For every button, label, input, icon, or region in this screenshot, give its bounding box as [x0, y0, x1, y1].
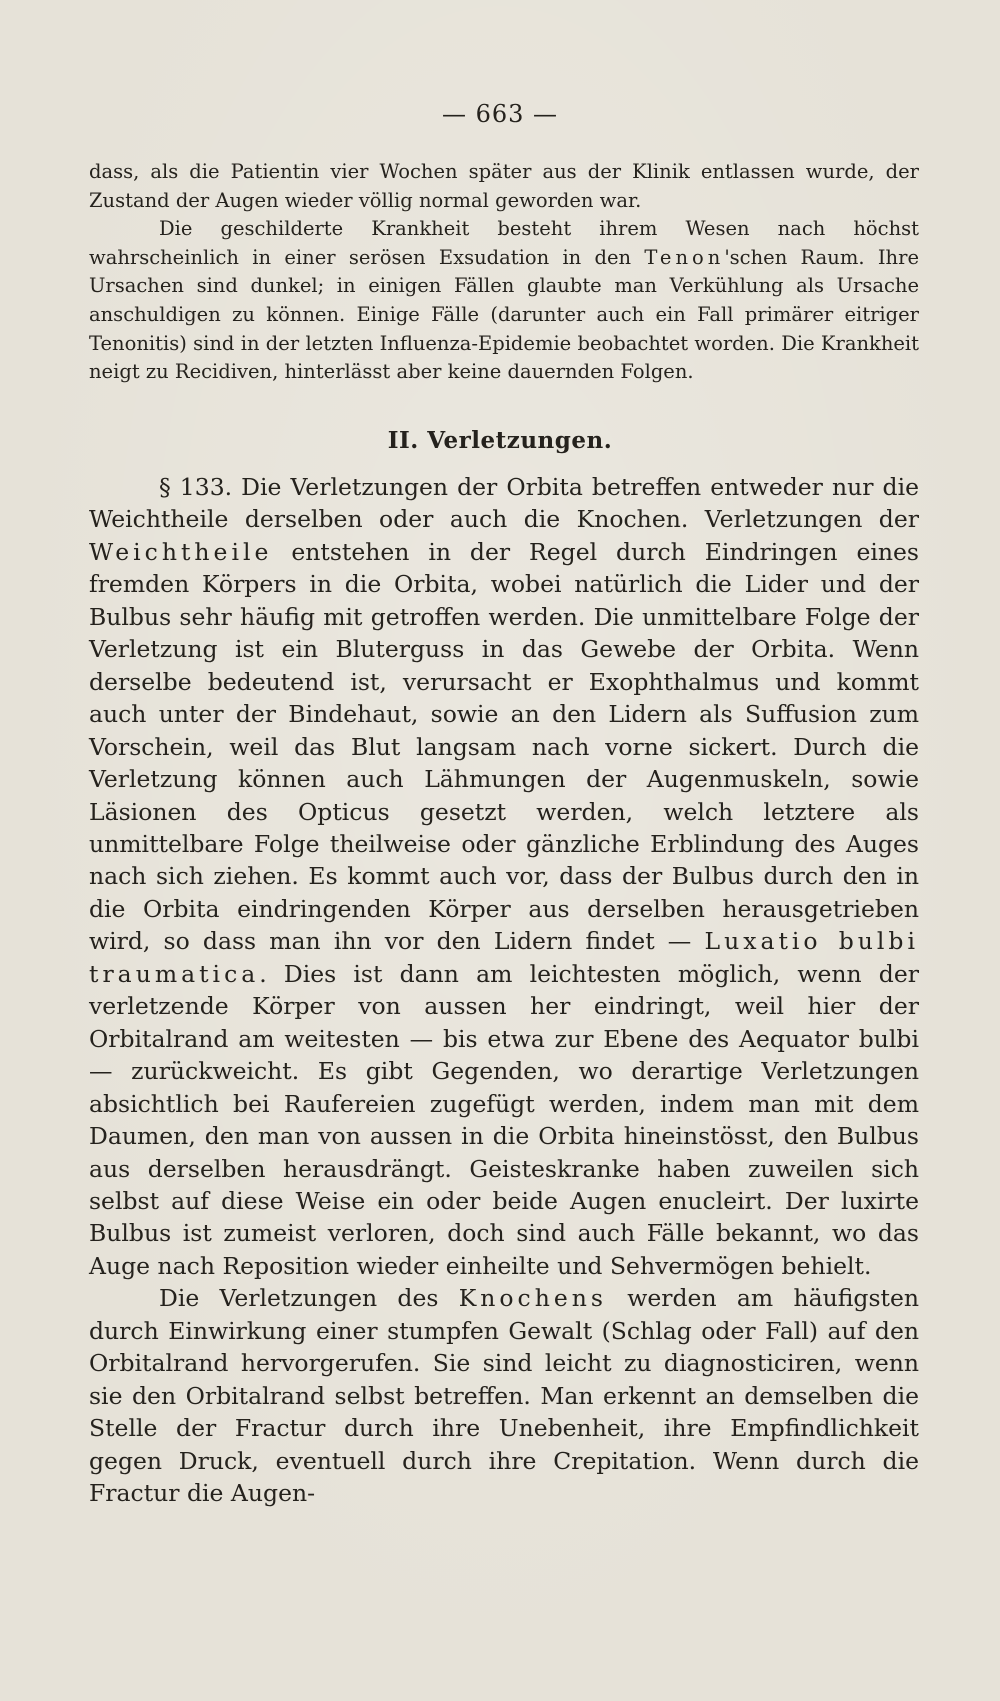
luxatio-term: Luxatio bulbi traumatica	[89, 927, 919, 988]
intro-paragraph-2-part-a: Die geschilderte Krankheit besteht ihrem Wesen nach höchst wahrscheinlich in einer serösen Exsudation in den	[89, 217, 919, 269]
intro-paragraph-2	[89, 215, 919, 387]
page-number: — 663 —	[441, 100, 559, 128]
paragraph-1-part-b: entstehen in der Regel durch Eindringen eines fremden Körpers in die Orbita, wobei natürlich die Lider und der Bulbus sehr häufig mit getroffen werden. Die unmittelbare Folge der Verletzung ist ein Bluterguss in das Gewebe der Orbita. Wenn derselbe bedeutend ist, verursacht er Exophthalmus und kommt auch unter der Bindehaut, sowie an den Lidern als Suffusion zum Vorschein, weil das Blut langsam nach vorne sickert. Durch die Verletzung können auch Lähmungen der Augenmuskeln, sowie Läsionen des Opticus gesetzt werden, welch letztere als unmittelbare Folge theilweise oder gänzliche Erblindung des Auges nach sich ziehen. Es kommt auch vor, dass der Bulbus durch den in die Orbita eindringenden Körper aus derselben herausgetrieben wird, so dass man ihn vor den Lidern findet —	[89, 537, 919, 956]
main-text-block	[89, 471, 919, 1510]
knochens-term: Knochens	[458, 1284, 607, 1313]
paragraph-1-part-c: . Dies ist dann am leichtesten möglich, wenn der verletzende Körper von aussen her eindringt, weil hier der Orbitalrand am weitesten — bis etwa zur Ebene des Aequator bulbi — zurückweicht. Es gibt Gegenden, wo derartige Verletzungen absichtlich bei Raufereien zugefügt werden, indem man mit dem Daumen, den man von aussen in die Orbita hineinstösst, den Bulbus aus derselben herausdrängt. Geisteskranke haben zuweilen sich selbst auf diese Weise ein oder beide Augen enucleirt. Der luxirte Bulbus ist zumeist verloren, doch sind auch Fälle bekannt, wo das Auge nach Reposition wieder einheilte und Sehvermögen behielt.	[89, 959, 919, 1280]
section-133-paragraph	[89, 471, 919, 1282]
intro-paragraph-1: dass, als die Patientin vier Wochen später aus der Klinik entlassen wurde, der Zustand der Augen wieder völlig normal geworden war.	[89, 160, 919, 212]
intro-text-block	[89, 158, 919, 387]
paragraph-1-part-a: § 133. Die Verletzungen der Orbita betreffen entweder nur die Weichtheile derselben oder auch die Knochen. Verletzungen der	[89, 473, 919, 534]
tenon-name: Tenon	[644, 245, 725, 269]
section-heading: II. Verletzungen.	[387, 427, 613, 454]
intro-paragraph-2-part-b: 'schen Raum. Ihre Ursachen sind dunkel; in einigen Fällen glaubte man Verkühlung als Ursache anschuldigen zu können. Einige Fälle (darunter auch ein Fall primärer eitriger Tenonitis) sind in der letzten Influenza-Epidemie beobachtet worden. Die Krankheit neigt zu Recidiven, hinterlässt aber keine dauernden Folgen.	[89, 245, 919, 384]
weichtheile-term: Weichtheile	[89, 537, 273, 566]
paragraph-2-part-a: Die Verletzungen des	[159, 1284, 459, 1313]
knochen-paragraph	[89, 1282, 919, 1509]
paragraph-2-part-b: werden am häufigsten durch Einwirkung einer stumpfen Gewalt (Schlag oder Fall) auf den Orbitalrand hervorgerufen. Sie sind leicht zu diagnosticiren, wenn sie den Orbitalrand selbst betreffen. Man erkennt an demselben die Stelle der Fractur durch ihre Unebenheit, ihre Empfindlichkeit gegen Druck, eventuell durch ihre Crepitation. Wenn durch die Fractur die Augen-	[89, 1284, 919, 1508]
